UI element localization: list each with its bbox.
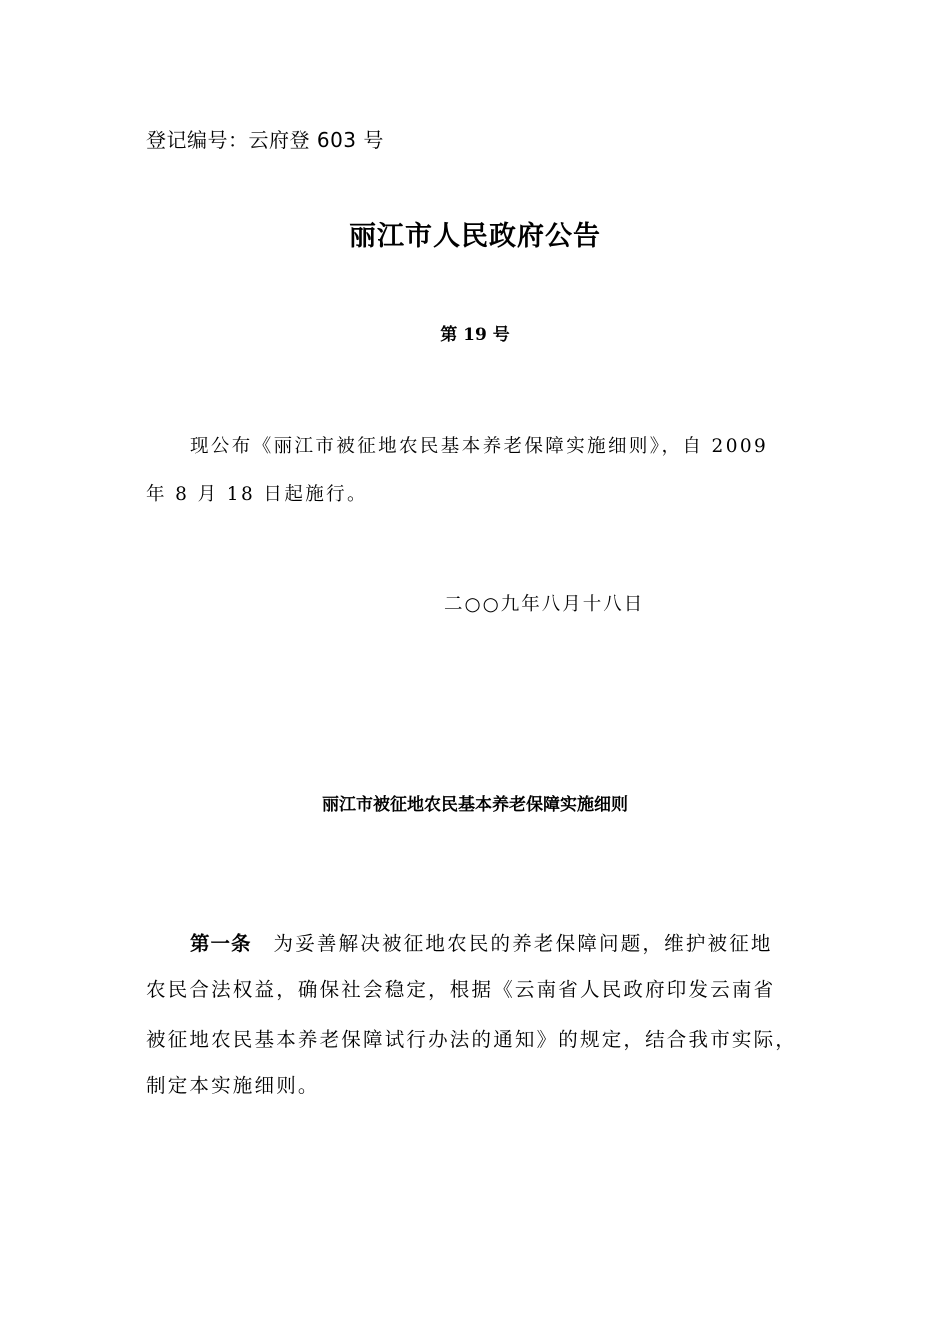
article-1-line: 农民合法权益，确保社会稳定，根据《云南省人民政府印发云南省 xyxy=(146,978,776,1001)
article-1-label: 第一条 xyxy=(190,932,252,955)
article-1-line: 被征地农民基本养老保障试行办法的通知》的规定，结合我市实际， xyxy=(146,1028,798,1051)
article-1-line xyxy=(190,928,773,956)
issue-date: 二○○九年八月十八日 xyxy=(444,594,645,615)
article-1-line: 制定本实施细则。 xyxy=(146,1074,320,1097)
announcement-number: 第 19 号 xyxy=(440,325,510,345)
announcement-body-line: 年 8 月 18 日起施行。 xyxy=(146,484,368,505)
announcement-body-line: 现公布《丽江市被征地农民基本养老保障实施细则》，自 2009 xyxy=(190,436,769,457)
announcement-title: 丽江市人民政府公告 xyxy=(349,221,601,252)
rules-title: 丽江市被征地农民基本养老保障实施细则 xyxy=(322,795,628,815)
article-1-text: 为妥善解决被征地农民的养老保障问题，维护被征地 xyxy=(273,932,773,955)
registration-number: 登记编号：云府登 603 号 xyxy=(146,128,384,152)
